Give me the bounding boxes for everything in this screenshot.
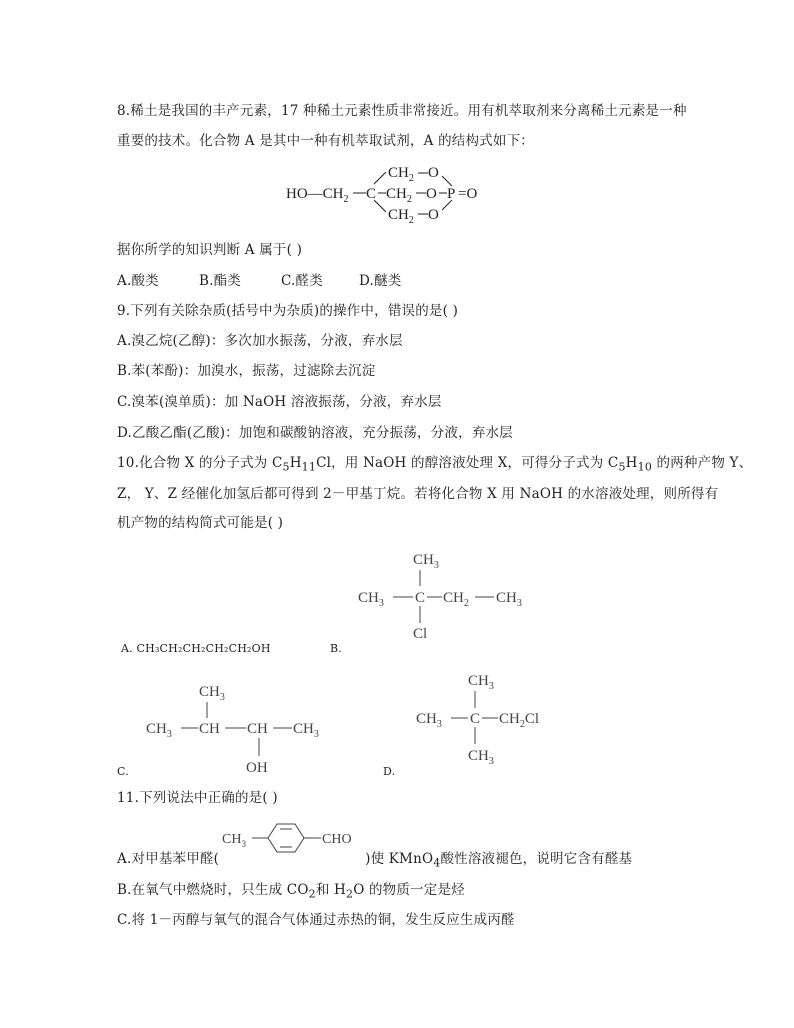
q9-option-d[interactable]: D.乙酸乙酯(乙酸)：加饱和碳酸钠溶液，充分振荡，分液，弃水层 xyxy=(117,425,513,441)
svg-text:C: C xyxy=(415,590,426,606)
q8-stem-line1: 8.稀土是我国的丰产元素，17 种稀土元素性质非常接近。用有机萃取剂来分离稀土元素是一种 xyxy=(117,103,687,119)
q8-top-ch2: $CH_2$ xyxy=(388,165,414,184)
q10-option-d-label[interactable]: D. xyxy=(383,765,396,778)
svg-text:CHO: CHO xyxy=(322,832,352,847)
q10-option-c-structure xyxy=(143,676,343,778)
q8-option-a[interactable]: A.酸类 xyxy=(117,273,159,289)
q11-option-c[interactable]: C.将 1－丙醇与氧气的混合气体通过赤热的铜，发生反应生成丙醛 xyxy=(117,912,515,928)
q11-option-a[interactable]: A.对甲基苯甲醛( )使 KMnO$_4$酸性溶液褪色，说明它含有醛基 xyxy=(117,851,633,870)
svg-text:CH3: $CH_3$ xyxy=(416,711,442,730)
q8-bottom-o: O xyxy=(428,207,439,223)
q8-top-o: O xyxy=(428,165,439,181)
svg-text:CH3: $CH_3$ xyxy=(413,552,439,571)
q8-stem-line2: 重要的技术。化合物 A 是其中一种有机萃取试剂，A 的结构式如下： xyxy=(117,133,534,149)
svg-text:CH3: $CH_3$ xyxy=(293,721,319,740)
svg-text:Cl: Cl xyxy=(413,626,428,642)
svg-text:CH3: $CH_3$ xyxy=(222,832,246,849)
q8-structure-formula xyxy=(280,160,510,226)
svg-text:OH: OH xyxy=(246,760,268,776)
svg-text:CH3: $CH_3$ xyxy=(358,590,384,609)
q8-option-b[interactable]: B.酯类 xyxy=(199,273,242,289)
svg-text:CH3: $CH_3$ xyxy=(468,673,494,692)
q8-question: 据你所学的知识判断 A 属于( ) xyxy=(117,242,303,258)
q9-option-a[interactable]: A.溴乙烷(乙醇)：多次加水振荡，分液，弃水层 xyxy=(117,333,403,349)
svg-text:CH3: $CH_3$ xyxy=(496,590,522,609)
q8-right-ch2: $CH_2$ xyxy=(386,186,412,205)
q9-option-c[interactable]: C.溴苯(溴单质)：加 NaOH 溶液振荡，分液，弃水层 xyxy=(117,394,442,410)
svg-text:CH: CH xyxy=(199,721,220,737)
q10-option-d-structure xyxy=(413,668,583,768)
q8-options xyxy=(117,272,401,290)
q9-option-b[interactable]: B.苯(苯酚)：加溴水，振荡，过滤除去沉淀 xyxy=(117,363,376,379)
svg-text:CH2: $CH_2$ xyxy=(443,590,469,609)
q11-question: 11.下列说法中正确的是( ) xyxy=(117,790,278,806)
q10-option-c-label[interactable]: C. xyxy=(117,765,129,778)
q8-left-group: $HO—CH_2$ xyxy=(286,186,349,205)
q8-option-d[interactable]: D.醚类 xyxy=(359,273,402,289)
q8-bottom-ch2: $CH_2$ xyxy=(388,207,414,226)
q8-center-carbon: C xyxy=(366,186,377,202)
q10-stem-line2: Z， Y、Z 经催化加氢后都可得到 2－甲基丁烷。若将化合物 X 用 NaOH 的水溶液处理，则所得有 xyxy=(117,486,719,502)
q10-stem-line1: 10.化合物 X 的分子式为 $C_5H_{11}Cl$，用 NaOH 的醇溶液处理 X，可得分子式为 $C_5H_{10}$ 的两种产物 Y、 xyxy=(117,455,753,474)
svg-text:CH: CH xyxy=(247,721,268,737)
q8-o-middle: O xyxy=(426,186,437,202)
q8-phosphorus: P xyxy=(447,186,456,202)
q11-option-b[interactable]: B.在氧气中燃烧时，只生成 $CO_2$和 $H_2O$ 的物质一定是烃 xyxy=(117,882,465,901)
svg-text:CH3: $CH_3$ xyxy=(468,748,494,767)
svg-text:CH3: $CH_3$ xyxy=(146,721,172,740)
svg-text:CH3: $CH_3$ xyxy=(199,684,225,703)
q10-option-a[interactable]: A. CH₃CH₂CH₂CH₂CH₂OH xyxy=(121,642,271,655)
q10-option-b-structure xyxy=(355,548,545,643)
q8-option-c[interactable]: C.醛类 xyxy=(281,273,323,289)
q9-question: 9.下列有关除杂质(括号中为杂质)的操作中，错误的是( ) xyxy=(117,303,459,319)
q10-option-b-label[interactable]: B. xyxy=(330,642,342,655)
svg-text:C: C xyxy=(470,711,481,727)
svg-text:CH2Cl: $CH_2Cl$ xyxy=(499,711,540,730)
q8-double-o: =O xyxy=(458,186,478,202)
q10-stem-line3: 机产物的结构简式可能是( ) xyxy=(117,515,284,531)
